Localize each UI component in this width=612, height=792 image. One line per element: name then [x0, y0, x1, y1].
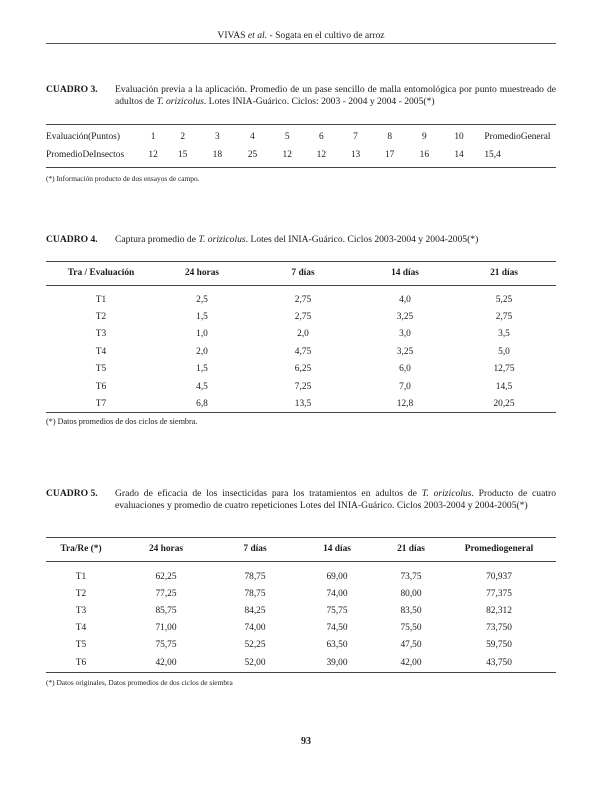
- cuadro4-cell: 2,75: [294, 294, 312, 305]
- table-row: [46, 291, 556, 308]
- cuadro4-cell: 2,75: [294, 312, 312, 323]
- running-head-title: - Sogata en el cultivo de arroz: [267, 30, 385, 41]
- cuadro4-treatment: T7: [95, 399, 107, 410]
- cuadro4-caption-text: [115, 234, 556, 246]
- cuadro5-cell: 75,75: [155, 640, 177, 651]
- cuadro5-cell: 84,25: [244, 605, 266, 616]
- table-row: [46, 620, 556, 637]
- cuadro5-cell: 42,00: [155, 657, 177, 668]
- cuadro3-table: [46, 128, 556, 164]
- cuadro3-top-rule: [46, 124, 556, 125]
- cuadro5-treatment: T5: [75, 640, 87, 651]
- cuadro4-cell: 1,0: [196, 329, 208, 340]
- cuadro5-header: Tra/Re (*): [60, 544, 102, 554]
- cuadro4-header-row: [46, 265, 556, 281]
- cuadro5-cell: 63,50: [326, 640, 348, 651]
- cuadro3-note: (*) Información producto de dos ensayos de campo.: [46, 174, 200, 183]
- cuadro4-note: (*) Datos promedios de dos ciclos de siembra.: [46, 417, 198, 426]
- cuadro5-cell: 82,312: [486, 605, 512, 616]
- cuadro4-caption-part-b: . Lotes del INIA-Guárico. Ciclos 2003-2004 y 2004-2005(*): [245, 234, 479, 245]
- cuadro4-cell: 13,5: [294, 399, 312, 410]
- cuadro3-label: CUADRO 3.: [46, 84, 98, 95]
- cuadro3-point: 3: [214, 132, 220, 142]
- cuadro4-body: [46, 291, 556, 413]
- cuadro3-caption-part-a: Evaluación previa a la aplicación. Promedio de un pase sencillo de malla entomológica por punto muestreado de adultos de: [115, 84, 556, 107]
- table-row: [46, 568, 556, 585]
- cuadro5-cell: 62,25: [155, 571, 177, 582]
- cuadro4-label: CUADRO 4.: [46, 234, 98, 245]
- cuadro3-row2-last: 15,4: [484, 150, 501, 160]
- table-row: [46, 637, 556, 654]
- running-head-et-al: et al.: [247, 30, 268, 41]
- cuadro5-treatment: T6: [75, 657, 87, 668]
- cuadro5-cell: 83,50: [400, 605, 422, 616]
- cuadro5-caption-part-a: Grado de eficacia de los insecticidas para los tratamientos en adultos de: [115, 488, 422, 499]
- cuadro3-point: 5: [284, 132, 290, 142]
- cuadro3-row-values: [46, 146, 556, 164]
- cuadro3-caption-part-b: . Lotes INIA-Guárico. Ciclos: 2003 - 2004 y 2004 - 2005(*): [203, 95, 435, 107]
- cuadro4-caption-species: T. orizicolus: [198, 234, 246, 245]
- table-row: [46, 654, 556, 671]
- cuadro5-treatment: T2: [75, 588, 87, 599]
- cuadro4-cell: 5,25: [495, 294, 513, 305]
- cuadro4-treatment: T6: [95, 381, 107, 392]
- cuadro5-header: 21 días: [397, 544, 425, 554]
- cuadro3-value: 25: [247, 150, 258, 160]
- cuadro3-bottom-rule: [46, 167, 556, 168]
- page-number: 93: [301, 736, 311, 747]
- cuadro3-value: 15: [177, 150, 188, 160]
- table-row: [46, 308, 556, 325]
- cuadro5-caption-species: T. orizicolus: [421, 488, 472, 499]
- cuadro4-header: 14 días: [391, 268, 419, 278]
- cuadro3-point: 10: [454, 132, 464, 142]
- cuadro4-cell: 4,75: [294, 346, 312, 357]
- cuadro4-cell: 12,75: [493, 364, 515, 375]
- cuadro5-header: 14 días: [323, 544, 351, 554]
- cuadro3-row1-last: PromedioGeneral: [484, 132, 551, 142]
- table-row: [46, 602, 556, 619]
- cuadro4-treatment: T3: [95, 329, 107, 340]
- cuadro4-table: [46, 265, 556, 281]
- cuadro3-value: 16: [419, 150, 430, 160]
- cuadro4-header: Tra / Evaluación: [67, 268, 135, 278]
- cuadro3-value: 17: [384, 150, 395, 160]
- cuadro3-point: 6: [319, 132, 324, 142]
- cuadro5-caption-text: [115, 488, 556, 511]
- cuadro3-point: 9: [422, 132, 427, 142]
- cuadro4-cell: 6,8: [196, 399, 208, 410]
- cuadro4-cell: 7,0: [399, 381, 411, 392]
- cuadro5-cell: 52,00: [244, 657, 266, 668]
- cuadro4-cell: 4,5: [196, 381, 208, 392]
- cuadro5-cell: 75,75: [326, 605, 348, 616]
- cuadro5-caption-part-b: . Producto de cuatro evaluaciones y promedio de cuatro repeticiones Lotes del INIA-Guárico. Ciclos 2003-2004 y 2004-2005(*): [115, 488, 557, 511]
- cuadro5-header: Promediogeneral: [464, 544, 534, 554]
- table-row: [46, 585, 556, 602]
- cuadro3-point: 8: [387, 132, 393, 142]
- cuadro4-cell: 20,25: [493, 399, 515, 410]
- cuadro5-cell: 73,750: [486, 623, 512, 634]
- cuadro5-cell: 52,25: [244, 640, 266, 651]
- cuadro5-treatment: T1: [75, 571, 87, 582]
- cuadro5-cell: 74,00: [244, 623, 266, 634]
- cuadro3-point: 4: [250, 132, 255, 142]
- table-row: [46, 343, 556, 360]
- cuadro5-cell: 69,00: [326, 571, 348, 582]
- cuadro5-cell: 73,75: [400, 571, 422, 582]
- cuadro5-note: (*) Datos originales, Datos promedios de dos ciclos de siembra: [46, 678, 233, 687]
- cuadro4-treatment: T1: [95, 294, 107, 305]
- cuadro4-cell: 1,5: [196, 364, 208, 375]
- cuadro3-caption-species: T. orizicolus: [156, 95, 204, 107]
- cuadro4-bottom-rule: [46, 412, 556, 413]
- cuadro4-cell: 3,5: [498, 329, 510, 340]
- cuadro3-point: 1: [150, 132, 156, 142]
- cuadro4-cell: 6,25: [294, 364, 312, 375]
- cuadro5-cell: 59,750: [486, 640, 512, 651]
- cuadro4-cell: 2,0: [196, 346, 208, 357]
- cuadro3-row2-label: PromedioDeInsectos: [46, 150, 125, 160]
- cuadro5-cell: 75,50: [400, 623, 422, 634]
- cuadro5-cell: 74,00: [326, 588, 348, 599]
- cuadro4-cell: 6,0: [399, 364, 411, 375]
- cuadro5-label: CUADRO 5.: [46, 488, 98, 499]
- running-head: [46, 30, 556, 41]
- cuadro5-treatment: T3: [75, 605, 87, 616]
- cuadro3-row-points: [46, 128, 556, 146]
- cuadro3-value: 12: [316, 150, 327, 160]
- cuadro5-cell: 78,75: [244, 571, 266, 582]
- cuadro4-cell: 1,5: [196, 312, 208, 323]
- cuadro4-top-rule: [46, 261, 556, 262]
- cuadro5-cell: 71,00: [155, 623, 177, 634]
- header-rule: [46, 43, 556, 44]
- cuadro3-value: 18: [212, 150, 223, 160]
- cuadro5-bottom-rule: [46, 672, 556, 673]
- cuadro4-caption-part-a: Captura promedio de: [115, 234, 199, 245]
- cuadro4-treatment: T2: [95, 312, 107, 323]
- cuadro4-caption: [46, 234, 556, 246]
- table-row: [46, 361, 556, 378]
- cuadro3-point: 7: [353, 132, 358, 142]
- cuadro5-top-rule: [46, 537, 556, 538]
- cuadro4-header-rule: [46, 285, 556, 286]
- cuadro3-row1-label: Evaluación(Puntos): [46, 132, 120, 142]
- cuadro5-cell: 42,00: [400, 657, 422, 668]
- cuadro3-value: 12: [282, 150, 292, 160]
- table-row: [46, 395, 556, 412]
- cuadro3-caption: [46, 84, 556, 107]
- cuadro5-cell: 39,00: [326, 657, 348, 668]
- table-row: [46, 378, 556, 395]
- cuadro4-treatment: T4: [95, 346, 107, 357]
- cuadro4-treatment: T5: [95, 364, 107, 375]
- cuadro4-header: 21 días: [490, 268, 518, 278]
- cuadro4-cell: 12,8: [396, 399, 414, 410]
- cuadro4-cell: 2,0: [297, 329, 309, 340]
- cuadro4-cell: 2,5: [196, 294, 208, 305]
- cuadro5-cell: 85,75: [155, 605, 177, 616]
- cuadro5-header: 24 horas: [148, 544, 184, 554]
- cuadro5-cell: 77,375: [486, 588, 512, 599]
- cuadro5-cell: 78,75: [244, 588, 266, 599]
- cuadro4-cell: 3,25: [396, 312, 414, 323]
- cuadro5-cell: 70,937: [486, 571, 512, 582]
- running-head-authors: VIVAS: [217, 30, 246, 41]
- cuadro4-cell: 14,5: [495, 381, 513, 392]
- cuadro5-cell: 80,00: [400, 588, 422, 599]
- cuadro4-cell: 5,0: [498, 346, 510, 357]
- cuadro5-table: [46, 541, 556, 557]
- cuadro4-cell: 4,0: [399, 294, 411, 305]
- cuadro5-body: [46, 568, 556, 671]
- cuadro4-cell: 3,0: [399, 329, 411, 340]
- cuadro5-header-row: [46, 541, 556, 557]
- cuadro3-value: 14: [454, 150, 464, 160]
- cuadro4-cell: 7,25: [294, 381, 312, 392]
- cuadro5-header-rule: [46, 561, 556, 562]
- cuadro4-header: 7 días: [291, 268, 315, 278]
- cuadro5-header: 7 días: [243, 544, 267, 554]
- cuadro5-cell: 74,50: [326, 623, 348, 634]
- cuadro5-treatment: T4: [75, 623, 87, 634]
- cuadro5-cell: 77,25: [155, 588, 177, 599]
- cuadro5-caption: [46, 488, 556, 511]
- cuadro3-caption-text: [115, 84, 556, 107]
- cuadro5-cell: 43,750: [486, 657, 512, 668]
- cuadro3-value: 13: [350, 150, 361, 160]
- cuadro4-header: 24 horas: [184, 268, 220, 278]
- table-row: [46, 326, 556, 343]
- cuadro3-value: 12: [148, 150, 158, 160]
- cuadro5-cell: 47,50: [400, 640, 422, 651]
- cuadro3-point: 2: [180, 132, 185, 142]
- cuadro4-cell: 3,25: [396, 346, 414, 357]
- cuadro4-cell: 2,75: [495, 312, 513, 323]
